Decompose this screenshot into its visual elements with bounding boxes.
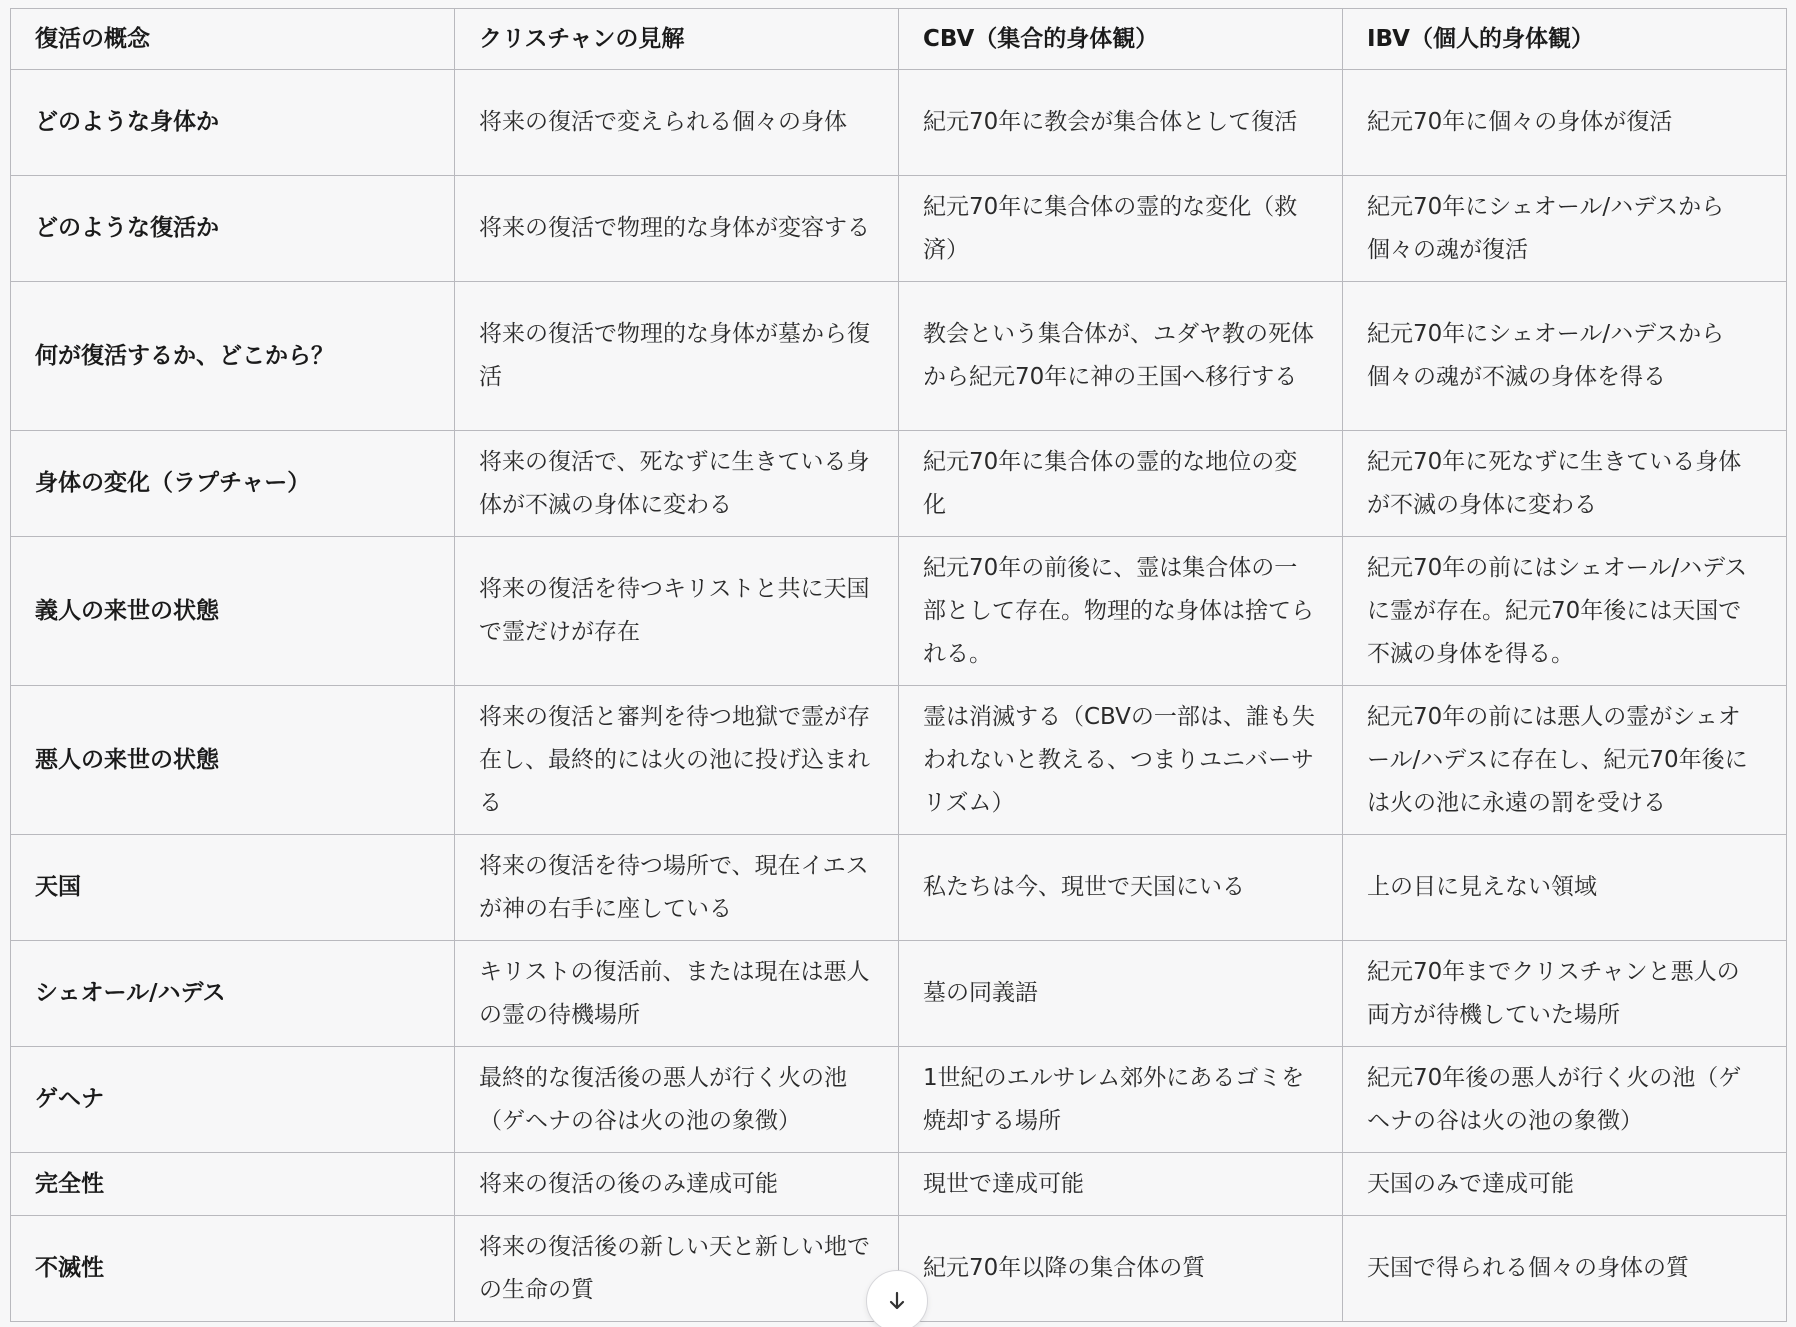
- table-cell: 将来の復活を待つ場所で、現在イエスが神の右手に座している: [455, 835, 899, 941]
- table-cell: 紀元70年に教会が集合体として復活: [899, 70, 1343, 176]
- table-cell: 将来の復活で変えられる個々の身体: [455, 70, 899, 176]
- row-label: どのような身体か: [11, 70, 455, 176]
- row-label: 完全性: [11, 1153, 455, 1216]
- table-row: [11, 835, 1787, 941]
- table-cell: 上の目に見えない領域: [1343, 835, 1787, 941]
- arrow-down-icon: [886, 1290, 908, 1312]
- table-header-row: [11, 9, 1787, 70]
- table-cell: 将来の復活と審判を待つ地獄で霊が存在し、最終的には火の池に投げ込まれる: [455, 686, 899, 835]
- row-label: 不滅性: [11, 1216, 455, 1322]
- table-cell: 紀元70年にシェオール/ハデスから個々の魂が不滅の身体を得る: [1343, 282, 1787, 431]
- table-cell: 紀元70年に死なずに生きている身体が不滅の身体に変わる: [1343, 431, 1787, 537]
- table-cell: 紀元70年後の悪人が行く火の池（ゲヘナの谷は火の池の象徴）: [1343, 1047, 1787, 1153]
- table-row: [11, 282, 1787, 431]
- table-cell: 現世で達成可能: [899, 1153, 1343, 1216]
- table-cell: 将来の復活後の新しい天と新しい地での生命の質: [455, 1216, 899, 1322]
- table-row: [11, 176, 1787, 282]
- table-cell: 墓の同義語: [899, 941, 1343, 1047]
- table-row: [11, 431, 1787, 537]
- table-cell: 将来の復活を待つキリストと共に天国で霊だけが存在: [455, 537, 899, 686]
- table-row: [11, 1047, 1787, 1153]
- table-row: [11, 537, 1787, 686]
- row-label: 身体の変化（ラプチャー）: [11, 431, 455, 537]
- row-label: 義人の来世の状態: [11, 537, 455, 686]
- table-cell: 霊は消滅する（CBVの一部は、誰も失われないと教える、つまりユニバーサリズム）: [899, 686, 1343, 835]
- table-cell: 紀元70年以降の集合体の質: [899, 1216, 1343, 1322]
- scroll-to-bottom-button[interactable]: [866, 1270, 928, 1327]
- table-cell: 紀元70年に集合体の霊的な地位の変化: [899, 431, 1343, 537]
- table-cell: 最終的な復活後の悪人が行く火の池（ゲヘナの谷は火の池の象徴）: [455, 1047, 899, 1153]
- table-cell: 天国で得られる個々の身体の質: [1343, 1216, 1787, 1322]
- comparison-table: [10, 8, 1787, 1322]
- row-label: 何が復活するか、どこから？: [11, 282, 455, 431]
- row-label: どのような復活か: [11, 176, 455, 282]
- header-cbv: CBV（集合的身体観）: [899, 9, 1343, 70]
- table-cell: 将来の復活で物理的な身体が変容する: [455, 176, 899, 282]
- table-cell: 紀元70年に個々の身体が復活: [1343, 70, 1787, 176]
- row-label: 天国: [11, 835, 455, 941]
- table-cell: 教会という集合体が、ユダヤ教の死体から紀元70年に神の王国へ移行する: [899, 282, 1343, 431]
- header-concept: 復活の概念: [11, 9, 455, 70]
- row-label: ゲヘナ: [11, 1047, 455, 1153]
- table-cell: 紀元70年の前後に、霊は集合体の一部として存在。物理的な身体は捨てられる。: [899, 537, 1343, 686]
- table-cell: 紀元70年に集合体の霊的な変化（救済）: [899, 176, 1343, 282]
- table-cell: 紀元70年までクリスチャンと悪人の両方が待機していた場所: [1343, 941, 1787, 1047]
- table-cell: 天国のみで達成可能: [1343, 1153, 1787, 1216]
- table-cell: キリストの復活前、または現在は悪人の霊の待機場所: [455, 941, 899, 1047]
- header-christian-view: クリスチャンの見解: [455, 9, 899, 70]
- table-cell: 将来の復活で物理的な身体が墓から復活: [455, 282, 899, 431]
- table-row: [11, 941, 1787, 1047]
- table-cell: 紀元70年の前には悪人の霊がシェオール/ハデスに存在し、紀元70年後には火の池に永遠の罰を受ける: [1343, 686, 1787, 835]
- table-row: [11, 70, 1787, 176]
- row-label: シェオール/ハデス: [11, 941, 455, 1047]
- row-label: 悪人の来世の状態: [11, 686, 455, 835]
- table-cell: 私たちは今、現世で天国にいる: [899, 835, 1343, 941]
- table-cell: 将来の復活の後のみ達成可能: [455, 1153, 899, 1216]
- table-row: [11, 1153, 1787, 1216]
- table-cell: 紀元70年の前にはシェオール/ハデスに霊が存在。紀元70年後には天国で不滅の身体を得る。: [1343, 537, 1787, 686]
- table-cell: 紀元70年にシェオール/ハデスから個々の魂が復活: [1343, 176, 1787, 282]
- table-cell: 1世紀のエルサレム郊外にあるゴミを焼却する場所: [899, 1047, 1343, 1153]
- table-cell: 将来の復活で、死なずに生きている身体が不滅の身体に変わる: [455, 431, 899, 537]
- table-row: [11, 686, 1787, 835]
- header-ibv: IBV（個人的身体観）: [1343, 9, 1787, 70]
